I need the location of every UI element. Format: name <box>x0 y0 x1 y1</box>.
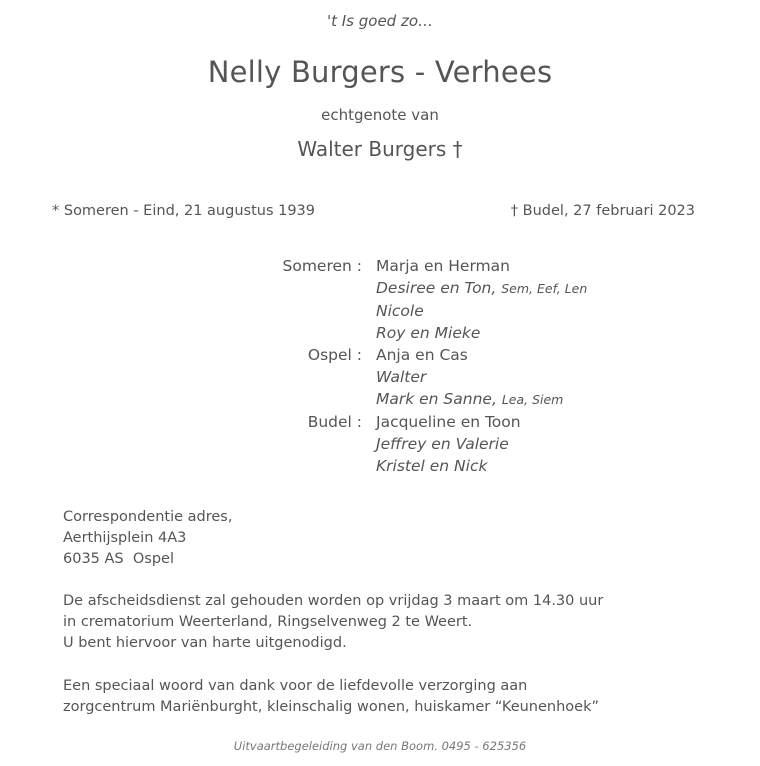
family-member-names: Jacqueline en Toon <box>376 413 521 431</box>
motto: 't Is goed zo… <box>326 12 434 30</box>
family-member <box>376 322 670 344</box>
family-place: Budel : <box>307 413 362 431</box>
family-member <box>376 366 670 388</box>
family-member-names: Roy en Mieke <box>376 324 481 342</box>
family-member-names: Desiree en Ton, <box>376 279 497 297</box>
thanks-note <box>63 676 599 718</box>
family-place: Ospel : <box>307 346 362 364</box>
address-street: Aerthijsplein 4A3 <box>63 530 187 546</box>
family-list <box>250 255 670 477</box>
deceased-name: Nelly Burgers - Verhees <box>207 55 553 89</box>
address-label: Correspondentie adres, <box>63 509 233 525</box>
thanks-line: Een speciaal woord van dank voor de liefdevolle verzorging aan <box>63 678 528 694</box>
funeral-director-footer: Uitvaartbegeleiding van den Boom. 0495 - 625356 <box>233 739 527 753</box>
family-member-names: Kristel en Nick <box>376 457 488 475</box>
family-member-names: Walter <box>376 368 427 386</box>
family-member <box>376 433 670 455</box>
service-line: U bent hiervoor van harte uitgenodigd. <box>63 635 347 651</box>
family-member <box>376 388 670 411</box>
spouse-label: echtgenote van <box>321 106 439 124</box>
family-member-names: Jeffrey en Valerie <box>376 435 509 453</box>
family-member <box>376 277 670 300</box>
family-member-names: Anja en Cas <box>376 346 468 364</box>
service-line: in crematorium Weerterland, Ringselvenweg 2 te Weert. <box>63 614 473 630</box>
family-member-names: Mark en Sanne, <box>376 390 497 408</box>
family-member <box>376 300 670 322</box>
service-line: De afscheidsdienst zal gehouden worden op vrijdag 3 maart om 14.30 uur <box>63 593 604 609</box>
grandchildren-names: Sem, Eef, Len <box>501 281 588 296</box>
spouse-name: Walter Burgers † <box>297 137 463 161</box>
family-member <box>376 344 670 366</box>
service-info <box>63 591 603 654</box>
family-place: Someren : <box>282 257 362 275</box>
birth-info: * Someren - Eind, 21 augustus 1939 <box>52 203 316 219</box>
correspondence-address <box>63 507 232 570</box>
family-member-names: Nicole <box>376 302 424 320</box>
death-info: † Budel, 27 februari 2023 <box>510 203 695 219</box>
family-member-names: Marja en Herman <box>376 257 510 275</box>
family-group <box>250 411 670 477</box>
family-group <box>250 344 670 411</box>
grandchildren-names: Lea, Siem <box>501 392 564 407</box>
family-member <box>376 411 670 433</box>
address-city: 6035 AS Ospel <box>63 551 174 567</box>
thanks-line: zorgcentrum Mariënburght, kleinschalig wonen, huiskamer “Keunenhoek” <box>63 699 599 715</box>
family-member <box>376 255 670 277</box>
family-member <box>376 455 670 477</box>
family-group <box>250 255 670 344</box>
